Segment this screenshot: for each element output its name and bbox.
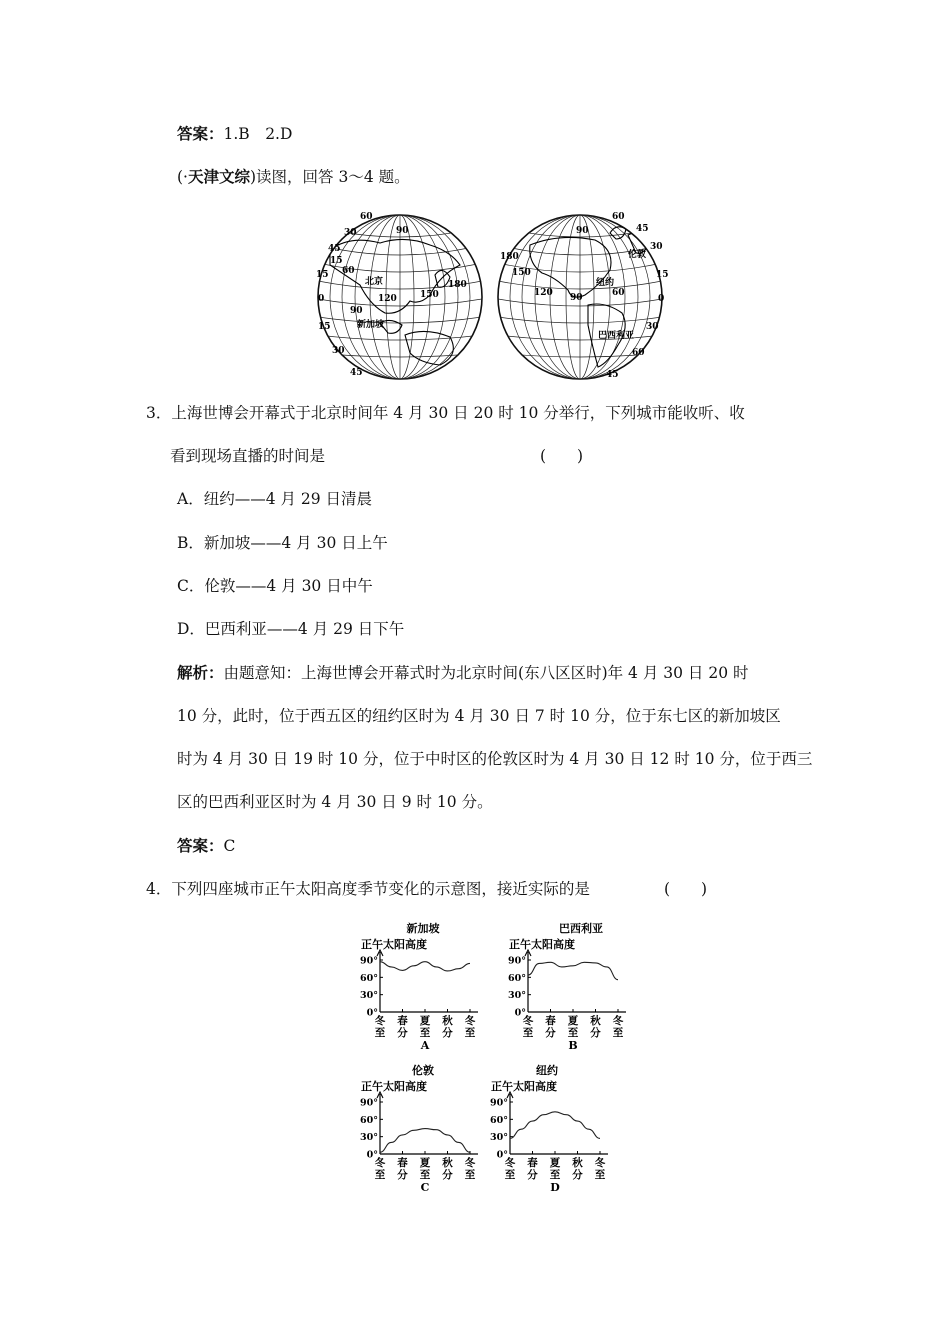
analysis-text-1: 由题意知：上海世博会开幕式时为北京时间(东八区区时)年 4 月 30 日 20 时 [223,664,749,682]
x-tick-label-top: 春 [527,1157,538,1169]
x-tick-label-top: 夏 [549,1157,561,1169]
x-tick-label-top: 春 [545,1015,556,1027]
x-tick-label-top: 夏 [419,1157,431,1169]
chart-letter: B [568,1039,578,1052]
x-tick-label-top: 冬 [522,1015,534,1027]
lon-120-r: 120 [534,288,553,298]
label-brasilia: 巴西利亚 [598,331,635,341]
y-tick-label: 60° [360,972,378,984]
x-tick-label-top: 秋 [590,1015,601,1027]
y-tick-label: 60° [490,1114,508,1126]
q3-option-c[interactable]: C．伦敦——4 月 30 日中午 [177,577,373,595]
chart-title: 巴西利亚 [559,922,603,935]
x-tick-label-top: 春 [397,1157,408,1169]
chart-2 [508,921,626,1052]
chart-title: 纽约 [536,1064,558,1077]
answer-text-3: C [223,837,236,855]
y-tick-label: 30° [360,1132,378,1144]
x-tick-label-bottom: 分 [590,1027,601,1039]
lat-30s: 30 [332,346,345,356]
label-beijing: 北京 [365,277,384,287]
x-tick-label-bottom: 分 [572,1169,583,1181]
x-tick-label-bottom: 至 [594,1169,606,1181]
intro-prefix: (· [177,168,188,186]
x-tick-label-bottom: 至 [419,1169,431,1181]
lat-15-r: 15 [656,270,669,280]
x-tick-label-top: 冬 [374,1015,386,1027]
answer-label-3: 答案： [177,836,224,855]
intro-suffix: )读图，回答 3～4 题。 [250,168,410,186]
y-tick-label: 0° [496,1149,508,1161]
analysis-label: 解析： [177,663,224,682]
y-tick-label: 30° [508,990,526,1002]
x-tick-label-top: 冬 [464,1015,476,1027]
lat-45-r: 45 [636,224,649,234]
x-tick-label-bottom: 至 [567,1027,579,1039]
intro-source: 天津文综 [187,167,250,186]
x-tick-label-bottom: 至 [464,1027,476,1039]
x-tick-label-bottom: 分 [442,1169,453,1181]
lat-0: 0 [318,294,325,304]
analysis-line-4: 区的巴西利亚区时为 4 月 30 日 9 时 10 分。 [177,793,493,811]
q3-paren: ( ) [540,447,584,465]
lat-0-r: 0 [658,294,665,304]
lat-60b: 60 [342,266,355,276]
lat-90: 90 [396,226,409,236]
lat-45n: 45 [328,244,341,254]
x-tick-label-top: 秋 [572,1157,583,1169]
chart-ylabel: 正午太阳高度 [361,1080,427,1093]
x-tick-label-top: 春 [397,1015,408,1027]
x-tick-label-bottom: 至 [419,1027,431,1039]
q4-line: 4．下列四座城市正午太阳高度季节变化的示意图，接近实际的是 [146,880,590,898]
x-tick-label-bottom: 至 [374,1027,386,1039]
x-tick-label-top: 冬 [374,1157,386,1169]
q3-line-1: 3．上海世博会开幕式于北京时间年 4 月 30 日 20 时 10 分举行，下列城市能收听、收 [146,404,745,422]
lat-60-r: 60 [612,212,625,222]
q3-option-b[interactable]: B．新加坡——4 月 30 日上午 [177,534,388,552]
lat-45s: 45 [350,368,363,378]
intro-line [177,167,410,187]
x-tick-label-top: 冬 [594,1157,606,1169]
globes-figure [310,205,670,385]
y-tick-label: 0° [366,1149,378,1161]
label-singapore: 新加坡 [357,320,385,330]
lon-150: 150 [420,290,439,300]
answer-label: 答案： [177,124,224,143]
x-tick-label-top: 冬 [464,1157,476,1169]
lat-15c: 15 [330,256,343,266]
globe-western [498,212,669,380]
x-tick-label-bottom: 分 [442,1027,453,1039]
answer-line-1 [177,124,292,144]
q3-line-2: 看到现场直播的时间是 [170,447,326,465]
analysis-line-2: 10 分，此时，位于西五区的纽约区时为 4 月 30 日 7 时 10 分，位于东七区的新加坡区 [177,707,781,725]
chart-title: 新加坡 [406,922,440,935]
x-tick-label-bottom: 至 [374,1169,386,1181]
answer-text: 1.B 2.D [223,125,293,143]
lon-150-r: 150 [512,268,531,278]
y-tick-label: 60° [360,1114,378,1126]
chart-ylabel: 正午太阳高度 [491,1080,557,1093]
lon-90-r: 90 [570,293,583,303]
lon-90: 90 [350,306,363,316]
x-tick-label-top: 夏 [419,1015,431,1027]
x-tick-label-bottom: 分 [527,1169,538,1181]
q4-paren: ( ) [664,880,708,898]
chart-title: 伦敦 [412,1064,434,1077]
lat-15s: 15 [318,322,331,332]
x-tick-label-top: 秋 [442,1015,453,1027]
x-tick-label-top: 冬 [504,1157,516,1169]
lat-15n: 15 [316,270,329,280]
lat-90-r: 90 [576,226,589,236]
x-tick-label-top: 冬 [612,1015,624,1027]
y-tick-label: 0° [366,1007,378,1019]
lat-45s-r: 45 [606,370,619,380]
x-tick-label-bottom: 至 [522,1027,534,1039]
series-line [528,962,618,979]
lon-60-r: 60 [612,288,625,298]
chart-ylabel: 正午太阳高度 [361,938,427,951]
chart-letter: A [420,1039,430,1052]
label-london: 伦敦 [628,250,647,260]
x-tick-label-top: 秋 [442,1157,453,1169]
chart-letter: C [420,1181,430,1194]
lon-120: 120 [378,294,397,304]
analysis-line-3: 时为 4 月 30 日 19 时 10 分，位于中时区的伦敦区时为 4 月 30 日 12 时 10 分，位于西三 [177,750,813,768]
chart-1 [360,921,478,1052]
y-tick-label: 90° [490,1097,508,1109]
x-tick-label-bottom: 分 [397,1027,408,1039]
y-tick-label: 30° [490,1132,508,1144]
lat-30-r: 30 [650,242,663,252]
lat-30n: 30 [344,228,357,238]
answer-line-3 [177,836,235,856]
sun-altitude-charts [355,918,640,1200]
y-tick-label: 90° [360,1097,378,1109]
chart-3 [360,1063,478,1194]
lat-30s-r: 30 [646,322,659,332]
series-line [380,962,470,971]
lat-60s-r: 60 [632,348,645,358]
lon-180: 180 [448,280,467,290]
x-tick-label-bottom: 至 [612,1027,624,1039]
x-tick-label-bottom: 至 [549,1169,561,1181]
lat-60n: 60 [360,212,373,222]
analysis-line-1 [177,663,748,683]
x-tick-label-bottom: 分 [545,1027,556,1039]
q3-option-a[interactable]: A．纽约——4 月 29 日清晨 [177,490,373,508]
globe-eastern [316,212,482,379]
y-tick-label: 30° [360,990,378,1002]
q3-option-d[interactable]: D．巴西利亚——4 月 29 日下午 [177,620,405,638]
chart-ylabel: 正午太阳高度 [509,938,575,951]
y-tick-label: 0° [514,1007,526,1019]
series-line [510,1112,600,1139]
label-newyork: 纽约 [596,278,615,288]
series-line [380,1129,470,1153]
x-tick-label-bottom: 至 [464,1169,476,1181]
y-tick-label: 90° [360,955,378,967]
x-tick-label-top: 夏 [567,1015,579,1027]
x-tick-label-bottom: 至 [504,1169,516,1181]
chart-4 [490,1063,608,1194]
y-tick-label: 60° [508,972,526,984]
y-tick-label: 90° [508,955,526,967]
x-tick-label-bottom: 分 [397,1169,408,1181]
lon-180-r: 180 [500,252,519,262]
chart-letter: D [550,1181,560,1194]
